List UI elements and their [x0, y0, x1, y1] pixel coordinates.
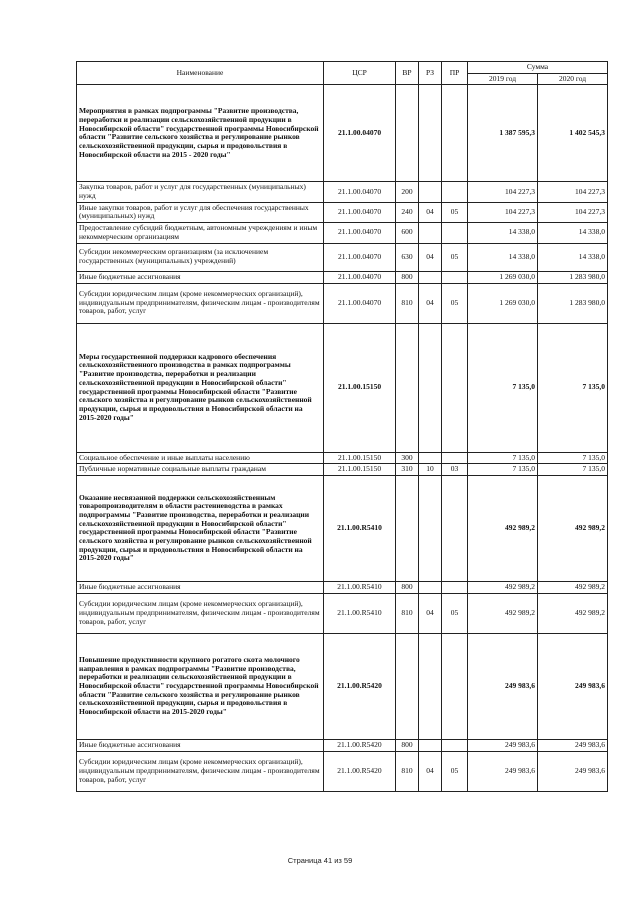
- row-rz: [419, 475, 442, 581]
- header-name: Наименование: [77, 62, 324, 85]
- row-sum-2020: 492 989,2: [538, 475, 608, 581]
- row-rz: [419, 581, 442, 593]
- page-number: Страница 41 из 59: [287, 856, 353, 865]
- row-pr: [442, 452, 468, 464]
- table-row: [77, 323, 608, 452]
- row-sum-2019: 14 338,0: [468, 223, 538, 243]
- table-row: [77, 182, 608, 202]
- table-row: [77, 464, 608, 476]
- table-row: [77, 751, 608, 791]
- row-csr: 21.1.00.R5410: [324, 475, 396, 581]
- header-sum: Сумма: [468, 62, 608, 74]
- row-name: Меры государственной поддержки кадрового обеспечения сельскохозяйственного производства в рамках подпрограммы "Развитие производства, переработки и реализации сельскохозяйственной продукции в Новосибирской области" государственной программы Новосибирской области "Развитие сельского хозяйства и регулирование рынков сельскохозяйственной продукции, сырья и продовольствия в Новосибирской области на 2015-2020 годы": [77, 323, 324, 452]
- row-csr: 21.1.00.15150: [324, 323, 396, 452]
- table-row: [77, 452, 608, 464]
- row-sum-2020: 14 338,0: [538, 223, 608, 243]
- row-name: Субсидии некоммерческим организациям (за исключением государственных (муниципальных) учреждений): [77, 243, 324, 271]
- row-rz: [419, 452, 442, 464]
- row-pr: [442, 223, 468, 243]
- row-sum-2020: 14 338,0: [538, 243, 608, 271]
- table-row: [77, 85, 608, 182]
- row-sum-2020: 249 983,6: [538, 751, 608, 791]
- row-rz: 10: [419, 464, 442, 476]
- row-rz: [419, 739, 442, 751]
- header-rz: РЗ: [419, 62, 442, 85]
- row-name: Иные бюджетные ассигнования: [77, 739, 324, 751]
- row-rz: [419, 323, 442, 452]
- row-csr: 21.1.00.04070: [324, 202, 396, 222]
- row-rz: [419, 223, 442, 243]
- row-vr: 810: [396, 283, 419, 323]
- row-name: Субсидии юридическим лицам (кроме некоммерческих организаций), индивидуальным предпринимателям, физическим лицам - производителям товаров, работ, услуг: [77, 593, 324, 633]
- row-sum-2019: 249 983,6: [468, 739, 538, 751]
- table-row: [77, 243, 608, 271]
- row-pr: 05: [442, 243, 468, 271]
- row-pr: [442, 475, 468, 581]
- header-year-2019: 2019 год: [468, 73, 538, 85]
- row-csr: 21.1.00.04070: [324, 243, 396, 271]
- row-sum-2020: 249 983,6: [538, 633, 608, 739]
- row-sum-2020: 7 135,0: [538, 323, 608, 452]
- row-pr: [442, 633, 468, 739]
- row-csr: 21.1.00.04070: [324, 223, 396, 243]
- table-row: [77, 202, 608, 222]
- row-pr: 05: [442, 283, 468, 323]
- row-sum-2020: 1 283 980,0: [538, 283, 608, 323]
- row-rz: 04: [419, 202, 442, 222]
- row-csr: 21.1.00.04070: [324, 182, 396, 202]
- row-name: Иные закупки товаров, работ и услуг для обеспечения государственных (муниципальных) нужд: [77, 202, 324, 222]
- row-sum-2020: 7 135,0: [538, 464, 608, 476]
- row-name: Оказание несвязанной поддержки сельскохозяйственным товаропроизводителям в области растениеводства в рамках подпрограммы "Развитие производства, переработки и реализации сельскохозяйственной продукции в Новосибирской области" государственной программы Новосибирской области "Развитие сельского хозяйства и регулирование рынков сельскохозяйственной продукции, сырья и продовольствия в Новосибирской области на 2015-2020 годы": [77, 475, 324, 581]
- table-row: [77, 223, 608, 243]
- row-pr: 05: [442, 751, 468, 791]
- row-sum-2020: 492 989,2: [538, 581, 608, 593]
- row-vr: 800: [396, 739, 419, 751]
- row-vr: 800: [396, 581, 419, 593]
- row-sum-2020: 1 283 980,0: [538, 271, 608, 283]
- table-row: [77, 739, 608, 751]
- row-vr: 600: [396, 223, 419, 243]
- row-vr: 810: [396, 593, 419, 633]
- row-pr: [442, 182, 468, 202]
- row-vr: 200: [396, 182, 419, 202]
- row-vr: [396, 475, 419, 581]
- table-row: [77, 593, 608, 633]
- row-csr: 21.1.00.15150: [324, 452, 396, 464]
- row-vr: 300: [396, 452, 419, 464]
- row-sum-2019: 7 135,0: [468, 464, 538, 476]
- row-name: Мероприятия в рамках подпрограммы "Развитие производства, переработки и реализации сельскохозяйственной продукции в Новосибирской области" государственной программы Новосибирской области "Развитие сельского хозяйства и регулирование рынков сельскохозяйственной продукции, сырья и продовольствия в Новосибирской области на 2015 - 2020 годы": [77, 85, 324, 182]
- header-csr: ЦСР: [324, 62, 396, 85]
- row-csr: 21.1.00.04070: [324, 85, 396, 182]
- row-pr: [442, 85, 468, 182]
- row-name: Субсидии юридическим лицам (кроме некоммерческих организаций), индивидуальным предпринимателям, физическим лицам - производителям товаров, работ, услуг: [77, 751, 324, 791]
- header-year-2020: 2020 год: [538, 73, 608, 85]
- row-pr: 05: [442, 202, 468, 222]
- row-rz: [419, 182, 442, 202]
- row-name: Закупка товаров, работ и услуг для государственных (муниципальных) нужд: [77, 182, 324, 202]
- row-vr: 310: [396, 464, 419, 476]
- row-name: Субсидии юридическим лицам (кроме некоммерческих организаций), индивидуальным предпринимателям, физическим лицам - производителям товаров, работ, услуг: [77, 283, 324, 323]
- row-sum-2019: 492 989,2: [468, 581, 538, 593]
- row-pr: 05: [442, 593, 468, 633]
- row-sum-2019: 104 227,3: [468, 182, 538, 202]
- row-vr: [396, 323, 419, 452]
- row-sum-2019: 14 338,0: [468, 243, 538, 271]
- row-sum-2019: 249 983,6: [468, 751, 538, 791]
- row-csr: 21.1.00.04070: [324, 283, 396, 323]
- row-sum-2020: 104 227,3: [538, 182, 608, 202]
- row-rz: [419, 85, 442, 182]
- row-sum-2019: 1 387 595,3: [468, 85, 538, 182]
- row-csr: 21.1.00.04070: [324, 271, 396, 283]
- row-rz: 04: [419, 751, 442, 791]
- row-sum-2020: 1 402 545,3: [538, 85, 608, 182]
- row-sum-2019: 104 227,3: [468, 202, 538, 222]
- table-row: [77, 475, 608, 581]
- row-sum-2019: 1 269 030,0: [468, 271, 538, 283]
- row-sum-2019: 7 135,0: [468, 323, 538, 452]
- row-name: Иные бюджетные ассигнования: [77, 581, 324, 593]
- row-sum-2020: 7 135,0: [538, 452, 608, 464]
- row-vr: [396, 633, 419, 739]
- row-sum-2019: 249 983,6: [468, 633, 538, 739]
- row-vr: 800: [396, 271, 419, 283]
- row-sum-2020: 104 227,3: [538, 202, 608, 222]
- budget-table: [76, 61, 608, 792]
- row-csr: 21.1.00.R5410: [324, 581, 396, 593]
- row-csr: 21.1.00.15150: [324, 464, 396, 476]
- row-name: Иные бюджетные ассигнования: [77, 271, 324, 283]
- row-rz: [419, 271, 442, 283]
- row-vr: 240: [396, 202, 419, 222]
- row-sum-2019: 492 989,2: [468, 593, 538, 633]
- row-sum-2020: 249 983,6: [538, 739, 608, 751]
- row-csr: 21.1.00.R5420: [324, 739, 396, 751]
- header-pr: ПР: [442, 62, 468, 85]
- row-rz: [419, 633, 442, 739]
- table-row: [77, 633, 608, 739]
- row-name: Публичные нормативные социальные выплаты гражданам: [77, 464, 324, 476]
- table-row: [77, 271, 608, 283]
- row-csr: 21.1.00.R5420: [324, 751, 396, 791]
- row-pr: [442, 323, 468, 452]
- row-rz: 04: [419, 243, 442, 271]
- row-vr: [396, 85, 419, 182]
- table-row: [77, 581, 608, 593]
- row-pr: [442, 581, 468, 593]
- row-pr: [442, 739, 468, 751]
- row-pr: [442, 271, 468, 283]
- row-pr: 03: [442, 464, 468, 476]
- row-rz: 04: [419, 283, 442, 323]
- row-sum-2019: 1 269 030,0: [468, 283, 538, 323]
- row-name: Социальное обеспечение и иные выплаты населению: [77, 452, 324, 464]
- row-csr: 21.1.00.R5410: [324, 593, 396, 633]
- header-vr: ВР: [396, 62, 419, 85]
- row-sum-2019: 492 989,2: [468, 475, 538, 581]
- row-name: Предоставление субсидий бюджетным, автономным учреждениям и иным некоммерческим организациям: [77, 223, 324, 243]
- row-name: Повышение продуктивности крупного рогатого скота молочного направления в рамках подпрограммы "Развитие производства, переработки и реализации сельскохозяйственной продукции в Новосибирской области" государственной программы Новосибирской области "Развитие сельского хозяйства и регулирование рынков сельскохозяйственной продукции, сырья и продовольствия в Новосибирской области на 2015-2020 годы": [77, 633, 324, 739]
- row-rz: 04: [419, 593, 442, 633]
- table-row: [77, 283, 608, 323]
- row-vr: 810: [396, 751, 419, 791]
- row-vr: 630: [396, 243, 419, 271]
- row-sum-2019: 7 135,0: [468, 452, 538, 464]
- row-sum-2020: 492 989,2: [538, 593, 608, 633]
- row-csr: 21.1.00.R5420: [324, 633, 396, 739]
